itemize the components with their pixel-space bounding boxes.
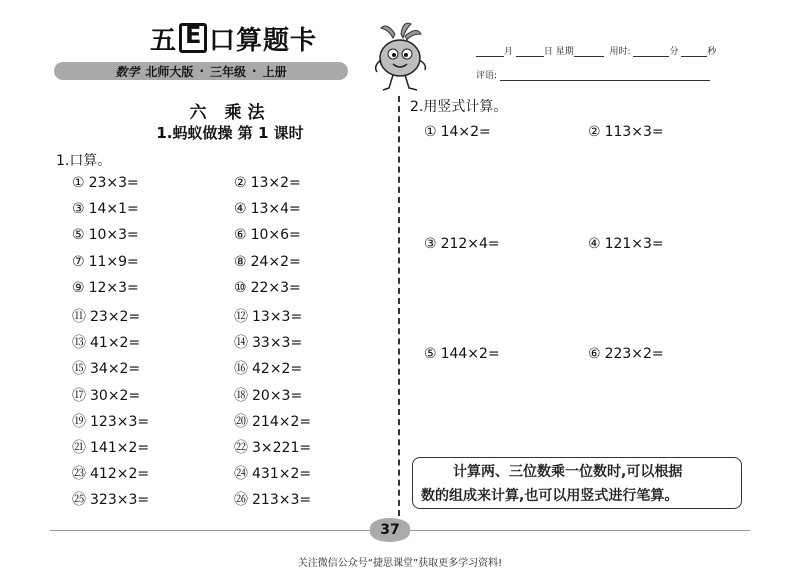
problem-item [72,332,140,352]
tip-line-1: 计算两、三位数乘一位数时,可以根据 [453,464,683,480]
problem-number: ㉖ [234,492,248,509]
comment-form-row [476,68,710,81]
problem-expression: 431×2= [252,466,312,483]
problem-number: ⑱ [234,387,248,404]
problem-expression: 13×2= [250,175,301,191]
problem-number: ⑩ [234,279,247,296]
subject-label: 数学 [115,64,140,79]
problem-number: ⑪ [72,309,86,325]
problem-expression: 42×2= [252,361,303,378]
problem-item [72,437,149,457]
lesson-title: 1.蚂蚁做操 第 1 课时 [156,124,304,142]
problem-item [72,254,139,270]
problem-number: ⑬ [72,335,86,352]
problem-item [234,411,311,431]
problem-number: ㉕ [72,492,86,509]
problem-expression: 23×2= [90,309,141,325]
problem-expression: 412×2= [90,466,150,483]
problem-expression: 23×3= [88,175,139,191]
problem-number: ⑥ [234,227,247,244]
comment-label: 评语: [476,71,498,81]
date-form-row [476,44,716,57]
problem-number: ⑰ [72,387,86,404]
problem-number: ④ [588,236,601,252]
problem-expression: 10×6= [250,227,301,244]
problem-number: ⑫ [234,309,248,325]
problem-expression: 11×9= [88,253,139,270]
time-used-label: 用时: [609,47,631,57]
problem-item [72,175,139,191]
problem-item [72,385,140,405]
problem-number: ⑭ [234,335,248,352]
tip-line-2: 数的组成来计算,也可以用竖式进行笔算。 [421,488,679,504]
vertical-problem-item [424,346,500,362]
vertical-problem-item [588,124,664,140]
problem-expression: 14×2= [440,124,491,140]
minutes-field[interactable] [633,46,669,57]
minutes-label: 分 [669,47,679,57]
problem-number: ④ [234,201,247,218]
problem-number: ① [424,124,437,140]
problem-number: ③ [424,236,437,252]
problem-item [72,489,149,509]
problem-expression: 323×3= [90,492,150,509]
vertical-problem-item [588,236,664,252]
problem-expression: 12×3= [88,279,139,296]
problem-item [72,463,149,483]
problem-expression: 223×2= [604,346,664,362]
volume-label: 上册 [262,64,287,79]
problem-expression: 121×3= [604,236,664,252]
problem-item [234,254,301,270]
problem-item [72,201,139,217]
problem-number: ③ [72,201,85,218]
problem-expression: 33×3= [252,335,303,352]
problem-number: ㉔ [234,466,248,483]
vertical-problem-item [588,346,664,362]
problem-item [234,489,311,509]
day-field[interactable] [516,46,544,57]
edition-bar [54,62,348,80]
problem-expression: 20×3= [252,387,303,404]
problem-number: ⑦ [72,253,85,270]
column-divider [398,96,400,516]
weekday-field[interactable] [574,46,604,57]
title-suffix: 口算题卡 [209,25,318,56]
separator: · [199,64,204,78]
problem-expression: 13×4= [250,201,301,218]
problem-number: ⑯ [234,361,248,378]
comment-field[interactable] [500,70,710,81]
footer-note: 关注微信公众号“捷思课堂”获取更多学习资料! [297,558,503,569]
problem-item [234,358,302,378]
problem-number: ⑥ [588,346,601,362]
problem-expression: 213×3= [252,492,312,509]
problem-item [72,280,139,296]
problem-item [234,175,301,191]
title-prefix: 五 [150,25,178,56]
problem-expression: 3×221= [252,440,312,456]
problem-number: ⑳ [234,413,248,430]
problem-expression: 123×3= [90,413,150,430]
problem-item [72,411,149,431]
separator: · [252,64,257,78]
problem-expression: 41×2= [90,335,141,352]
problem-item [234,332,302,352]
radish-mascot-icon [365,20,435,100]
problem-expression: 141×2= [90,440,150,456]
seconds-field[interactable] [681,46,707,57]
problem-item [234,201,301,217]
problem-item [234,385,302,405]
problem-number: ⑲ [72,413,86,430]
problem-number: ⑨ [72,279,85,296]
problem-number: ⑤ [72,227,85,244]
problem-number: ② [234,175,247,191]
month-field[interactable] [476,46,504,57]
problem-expression: 212×4= [440,236,500,252]
problem-item [234,306,302,326]
month-label: 月 [504,47,514,57]
vertical-problem-item [424,236,500,252]
problem-number: ㉓ [72,466,86,483]
edition-label: 北师大版 [145,64,194,79]
problem-item [234,227,301,243]
page-number: 37 [370,518,410,542]
problem-number: ⑧ [234,253,247,270]
problem-item [72,227,139,243]
problem-expression: 113×3= [604,124,664,140]
problem-number: ① [72,175,85,191]
section1-heading: 1.口算。 [56,153,112,169]
problem-item [234,280,301,296]
problem-number: ⑮ [72,361,86,378]
problem-expression: 24×2= [250,253,301,270]
problem-number: ㉑ [72,440,86,456]
problem-expression: 34×2= [90,361,141,378]
card-title [150,18,340,58]
problem-number: ⑤ [424,346,437,362]
problem-item [234,463,311,483]
seconds-label: 秒 [707,47,717,57]
grade-label: 三年级 [210,64,247,79]
problem-expression: 30×2= [90,387,141,404]
weekday-label: 星期 [555,47,574,57]
tip-box [412,457,742,509]
section2-heading: 2.用竖式计算。 [410,99,508,115]
problem-number: ② [588,124,601,140]
problem-item [72,306,140,326]
problem-expression: 14×1= [88,201,139,218]
chapter-title: 六 乘法 [189,103,271,123]
problem-expression: 144×2= [440,346,500,362]
problem-expression: 13×3= [252,309,303,325]
problem-expression: 10×3= [88,227,139,244]
problem-item [72,358,140,378]
problem-number: ㉒ [234,440,248,456]
vertical-problem-item [424,124,491,140]
problem-expression: 22×3= [250,279,301,296]
day-label: 日 [543,47,553,57]
title-e-logo: E [179,23,207,53]
problem-item [234,437,311,457]
problem-expression: 214×2= [252,413,312,430]
